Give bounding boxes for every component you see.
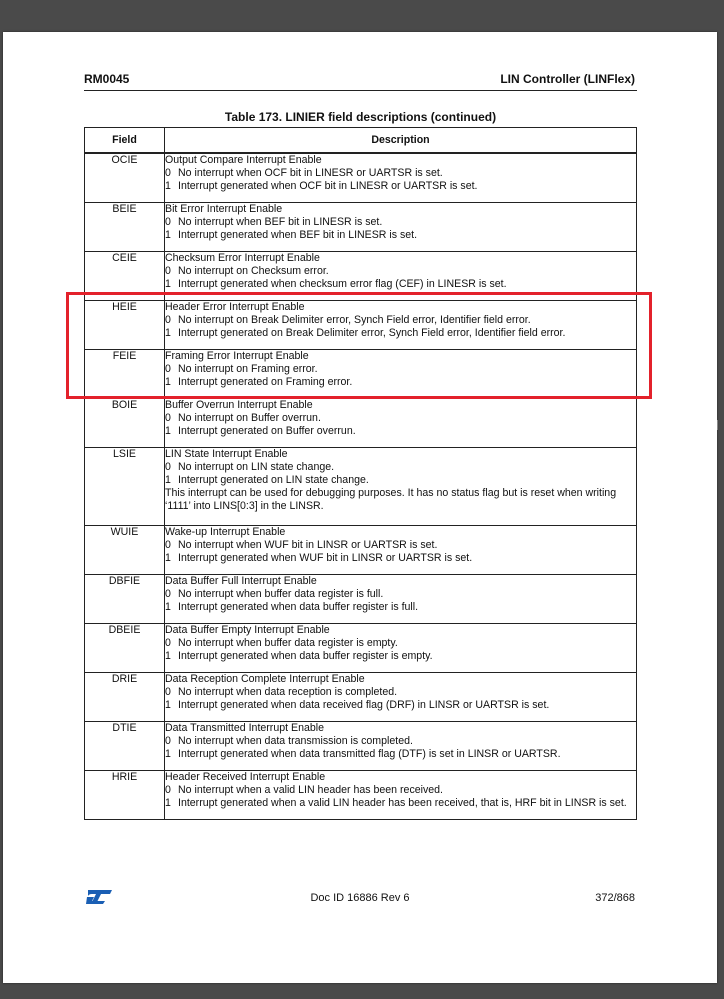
description-option <box>165 278 636 291</box>
table-row <box>85 398 637 447</box>
description-title <box>165 399 636 412</box>
option-text: Interrupt generated when data received flag (DRF) in LINSR or UARTSR is set. <box>178 698 550 711</box>
description-cell <box>165 721 637 770</box>
header-section-title: LIN Controller (LINFlex) <box>500 72 635 86</box>
table-row <box>85 153 637 202</box>
description-option <box>165 650 636 663</box>
header-doc-id: RM0045 <box>84 72 130 86</box>
description-cell <box>165 770 637 819</box>
description-title <box>165 154 636 167</box>
option-value: 0 <box>165 538 171 551</box>
option-text: No interrupt on LIN state change. <box>178 460 335 473</box>
option-text: Header Error Interrupt Enable <box>165 300 305 313</box>
option-value: 0 <box>165 362 171 375</box>
option-value: 1 <box>165 326 171 339</box>
option-value: 1 <box>165 649 171 662</box>
highlight-box <box>66 292 652 399</box>
option-value: 0 <box>165 411 171 424</box>
option-value: 1 <box>165 375 171 388</box>
description-option <box>165 637 636 650</box>
description-cell <box>165 525 637 574</box>
description-cell <box>165 623 637 672</box>
option-value: 1 <box>165 796 171 809</box>
field-name-cell: DBFIE <box>85 574 165 623</box>
option-value: 1 <box>165 473 171 486</box>
option-value: 0 <box>165 167 171 179</box>
description-title <box>165 722 636 735</box>
option-text: No interrupt when buffer data register is empty. <box>178 636 398 649</box>
option-text: Bit Error Interrupt Enable <box>165 202 283 215</box>
column-header-field: Field <box>85 128 165 154</box>
option-text: Checksum Error Interrupt Enable <box>165 251 320 264</box>
description-option <box>165 552 636 565</box>
option-text: No interrupt on Break Delimiter error, Synch Field error, Identifier field error. <box>178 313 531 326</box>
option-text: No interrupt on Checksum error. <box>178 264 329 277</box>
option-text: No interrupt when BEF bit in LINESR is set. <box>178 215 383 228</box>
option-text: Interrupt generated on Buffer overrun. <box>178 424 356 437</box>
footer-doc-ref: Doc ID 16886 Rev 6 <box>310 892 410 904</box>
field-name-cell: HRIE <box>85 770 165 819</box>
description-title <box>165 526 636 539</box>
description-option <box>165 539 636 552</box>
description-option <box>165 461 636 474</box>
description-title <box>165 771 636 784</box>
description-option <box>165 797 636 810</box>
table-body <box>85 153 637 819</box>
option-text: No interrupt when data transmission is completed. <box>178 734 413 747</box>
option-value: 0 <box>165 313 171 326</box>
option-value: 0 <box>165 587 171 600</box>
option-text: No interrupt on Buffer overrun. <box>178 411 321 424</box>
description-option <box>165 686 636 699</box>
option-text: Interrupt generated on Break Delimiter error, Synch Field error, Identifier field error. <box>178 326 566 339</box>
description-option <box>165 735 636 748</box>
description-option <box>165 784 636 797</box>
field-name-cell: BEIE <box>85 202 165 251</box>
option-value: 0 <box>165 783 171 796</box>
table-row <box>85 770 637 819</box>
description-title <box>165 203 636 216</box>
description-title <box>165 252 636 265</box>
footer-page-number: 372/868 <box>595 892 635 904</box>
option-value: 1 <box>165 277 171 290</box>
option-text: Interrupt generated when OCF bit in LINESR or UARTSR is set. <box>178 180 478 192</box>
table-row <box>85 672 637 721</box>
description-option <box>165 474 636 487</box>
option-value: 1 <box>165 424 171 437</box>
field-name-cell: LSIE <box>85 447 165 525</box>
option-text: Interrupt generated when data buffer register is empty. <box>178 649 433 662</box>
description-title <box>165 624 636 637</box>
description-cell <box>165 202 637 251</box>
option-value: 1 <box>165 698 171 711</box>
option-value: 0 <box>165 734 171 747</box>
option-text: Buffer Overrun Interrupt Enable <box>165 398 313 411</box>
description-cell <box>165 574 637 623</box>
field-name-cell: DRIE <box>85 672 165 721</box>
document-page <box>3 32 717 983</box>
option-text: Data Buffer Full Interrupt Enable <box>165 574 317 587</box>
option-text: Interrupt generated on LIN state change. <box>178 473 369 486</box>
option-text: No interrupt when WUF bit in LINSR or UARTSR is set. <box>178 538 438 551</box>
field-name-cell: DBEIE <box>85 623 165 672</box>
option-value: 1 <box>165 180 171 192</box>
option-text: No interrupt on Framing error. <box>178 362 318 375</box>
description-option <box>165 699 636 712</box>
description-cell <box>165 447 637 525</box>
viewer-scroll-mark <box>717 420 722 430</box>
option-text: Framing Error Interrupt Enable <box>165 349 309 362</box>
option-value: 1 <box>165 600 171 613</box>
description-option <box>165 588 636 601</box>
option-text: No interrupt when a valid LIN header has been received. <box>178 783 444 796</box>
field-name-cell: CEIE <box>85 251 165 300</box>
description-title <box>165 448 636 461</box>
column-header-description: Description <box>165 128 637 154</box>
option-value: 1 <box>165 228 171 241</box>
option-value: 0 <box>165 460 171 473</box>
description-note: This interrupt can be used for debugging purposes. It has no status flag but is reset when writing ‘1111’ into LINS[0:3] in the LINSR. <box>165 486 617 512</box>
option-text: Interrupt generated when data transmitted flag (DTF) is set in LINSR or UARTSR. <box>178 747 561 760</box>
description-option <box>165 265 636 278</box>
table-row <box>85 525 637 574</box>
field-name-cell: BOIE <box>85 398 165 447</box>
option-text: Interrupt generated when a valid LIN header has been received, that is, HRF bit in LINSR is set. <box>178 796 627 809</box>
description-option <box>165 425 636 438</box>
description-option <box>165 412 636 425</box>
table-header-row <box>85 128 637 154</box>
option-text: Interrupt generated when BEF bit in LINESR is set. <box>178 228 418 241</box>
table-row <box>85 623 637 672</box>
option-text: Data Transmitted Interrupt Enable <box>165 721 324 734</box>
field-name-cell: WUIE <box>85 525 165 574</box>
description-cell <box>165 672 637 721</box>
description-title <box>165 575 636 588</box>
option-text: Wake-up Interrupt Enable <box>165 525 286 538</box>
description-option <box>165 180 636 193</box>
field-name-cell: FEIE <box>85 349 165 398</box>
option-text: Interrupt generated when WUF bit in LINSR or UARTSR is set. <box>178 551 473 564</box>
table-row <box>85 574 637 623</box>
description-cell <box>165 153 637 202</box>
option-text: No interrupt when OCF bit in LINESR or UARTSR is set. <box>178 167 443 179</box>
option-text: No interrupt when buffer data register is full. <box>178 587 384 600</box>
header-rule <box>84 90 637 91</box>
option-text: No interrupt when data reception is completed. <box>178 685 398 698</box>
field-name-cell: DTIE <box>85 721 165 770</box>
description-option <box>165 216 636 229</box>
field-name-cell: HEIE <box>85 300 165 349</box>
option-text: Interrupt generated on Framing error. <box>178 375 353 388</box>
option-text: Data Buffer Empty Interrupt Enable <box>165 623 330 636</box>
table-row <box>85 721 637 770</box>
field-name-cell: OCIE <box>85 153 165 202</box>
option-text: Interrupt generated when checksum error flag (CEF) in LINESR is set. <box>178 277 507 290</box>
linier-field-table <box>84 127 637 820</box>
description-option <box>165 601 636 614</box>
option-value: 0 <box>165 215 171 228</box>
table-caption: Table 173. LINIER field descriptions (continued) <box>224 110 497 124</box>
description-option <box>165 748 636 761</box>
option-value: 0 <box>165 636 171 649</box>
description-option <box>165 229 636 242</box>
option-value: 0 <box>165 685 171 698</box>
option-value: 1 <box>165 747 171 760</box>
description-title <box>165 673 636 686</box>
option-text: Output Compare Interrupt Enable <box>165 154 322 166</box>
option-value: 1 <box>165 551 171 564</box>
option-text: Header Received Interrupt Enable <box>165 770 326 783</box>
description-cell <box>165 398 637 447</box>
table-row <box>85 447 637 525</box>
option-value: 0 <box>165 264 171 277</box>
table-row <box>85 202 637 251</box>
option-text: Data Reception Complete Interrupt Enable <box>165 672 365 685</box>
description-option <box>165 167 636 180</box>
option-text: Interrupt generated when data buffer register is full. <box>178 600 419 613</box>
option-text: LIN State Interrupt Enable <box>165 447 288 460</box>
